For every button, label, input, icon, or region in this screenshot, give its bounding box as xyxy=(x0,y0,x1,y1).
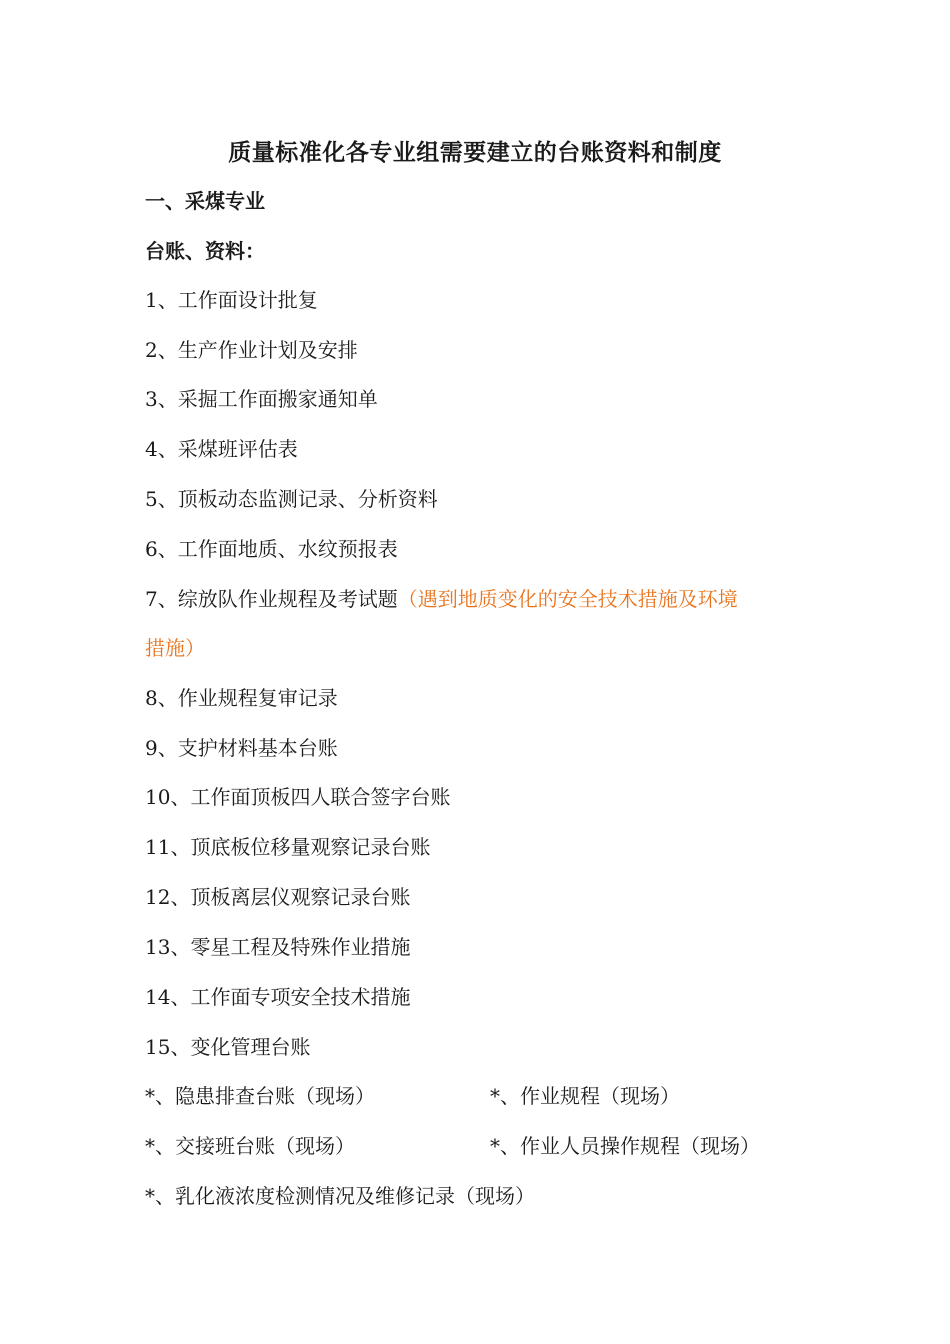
list-item: 5、顶板动态监测记录、分析资料 xyxy=(145,487,438,511)
section-subheading: 台账、资料： xyxy=(145,239,265,263)
list-item: 15、变化管理台账 xyxy=(145,1035,311,1059)
list-item: 9、支护材料基本台账 xyxy=(145,736,338,760)
list-item: 1、工作面设计批复 xyxy=(145,288,318,312)
star-item: *、隐患排查台账（现场） xyxy=(145,1084,375,1108)
star-item: *、作业规程（现场） xyxy=(490,1084,680,1108)
star-item: *、作业人员操作规程（现场） xyxy=(490,1134,760,1158)
list-item: 6、工作面地质、水纹预报表 xyxy=(145,537,398,561)
list-item: 10、工作面顶板四人联合签字台账 xyxy=(145,785,451,809)
section-heading: 一、采煤专业 xyxy=(145,189,265,213)
list-item: 3、采掘工作面搬家通知单 xyxy=(145,387,378,411)
list-item: 8、作业规程复审记录 xyxy=(145,686,338,710)
list-item-7-note-continued: 措施） xyxy=(145,636,205,660)
list-item: 2、生产作业计划及安排 xyxy=(145,338,358,362)
star-item: *、交接班台账（现场） xyxy=(145,1134,355,1158)
star-item: *、乳化液浓度检测情况及维修记录（现场） xyxy=(145,1184,535,1208)
list-item: 13、零星工程及特殊作业措施 xyxy=(145,935,411,959)
list-item: 14、工作面专项安全技术措施 xyxy=(145,985,411,1009)
list-item: 11、顶底板位移量观察记录台账 xyxy=(145,835,431,859)
list-item: 4、采煤班评估表 xyxy=(145,437,298,461)
list-item-7-note: （遇到地质变化的安全技术措施及环境 xyxy=(397,587,738,611)
document-title: 质量标准化各专业组需要建立的台账资料和制度 xyxy=(228,140,722,166)
list-item-7-text: 7、综放队作业规程及考试题 xyxy=(145,587,398,611)
list-item-7 xyxy=(145,584,738,614)
list-item: 12、顶板离层仪观察记录台账 xyxy=(145,885,411,909)
